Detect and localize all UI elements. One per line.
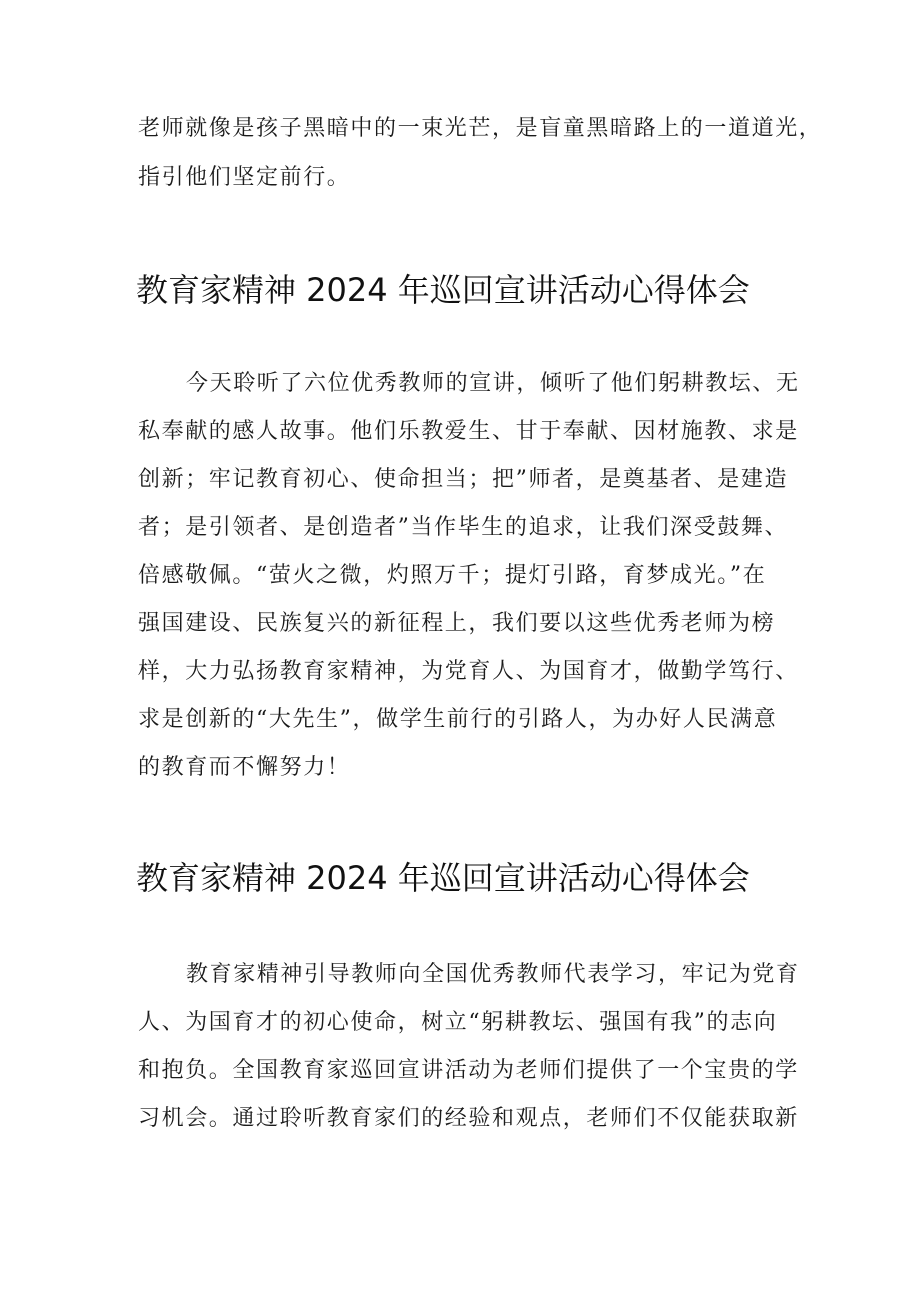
section-1-line-9: 的教育而不懈努力！ [138,755,351,780]
intro-line-1: 老师就像是孩子黑暗中的一束光芒，是盲童黑暗路上的一道道光， [138,116,823,141]
section-1-line-3: 创新；牢记教育初心、使命担当；把”师者，是奠基者、是建造 [138,467,789,492]
section-1-line-7: 样，大力弘扬教育家精神，为党育人、为国育才，做勤学笃行、 [138,659,799,684]
section-2-line-4: 习机会。通过聆听教育家们的经验和观点，老师们不仅能获取新 [138,1106,799,1131]
section-2-line-2: 人、为国育才的初心使命，树立“躬耕教坛、强国有我”的志向 [138,1010,778,1035]
section-1-line-4: 者；是引领者、是创造者”当作毕生的追求，让我们深受鼓舞、 [138,515,789,540]
section-2-line-3: 和抱负。全国教育家巡回宣讲活动为老师们提供了一个宝贵的学 [138,1058,799,1083]
section-1-line-1: 今天聆听了六位优秀教师的宣讲，倾听了他们躬耕教坛、无 [186,371,800,396]
section-2-line-1: 教育家精神引导教师向全国优秀教师代表学习，牢记为党育 [186,962,800,987]
section-1-line-8: 求是创新的“大先生”，做学生前行的引路人，为办好人民满意 [138,707,778,732]
section-2-heading: 教育家精神 2024 年巡回宣讲活动心得体会 [136,859,750,897]
section-1-line-6: 强国建设、民族复兴的新征程上，我们要以这些优秀老师为榜 [138,611,776,636]
section-1-heading: 教育家精神 2024 年巡回宣讲活动心得体会 [136,271,750,309]
section-1-line-5: 倍感敬佩。“萤火之微，灼照万千；提灯引路，育梦成光。”在 [138,563,767,588]
intro-line-2: 指引他们坚定前行。 [138,165,351,190]
section-1-line-2: 私奉献的感人故事。他们乐教爱生、甘于奉献、因材施教、求是 [138,419,799,444]
